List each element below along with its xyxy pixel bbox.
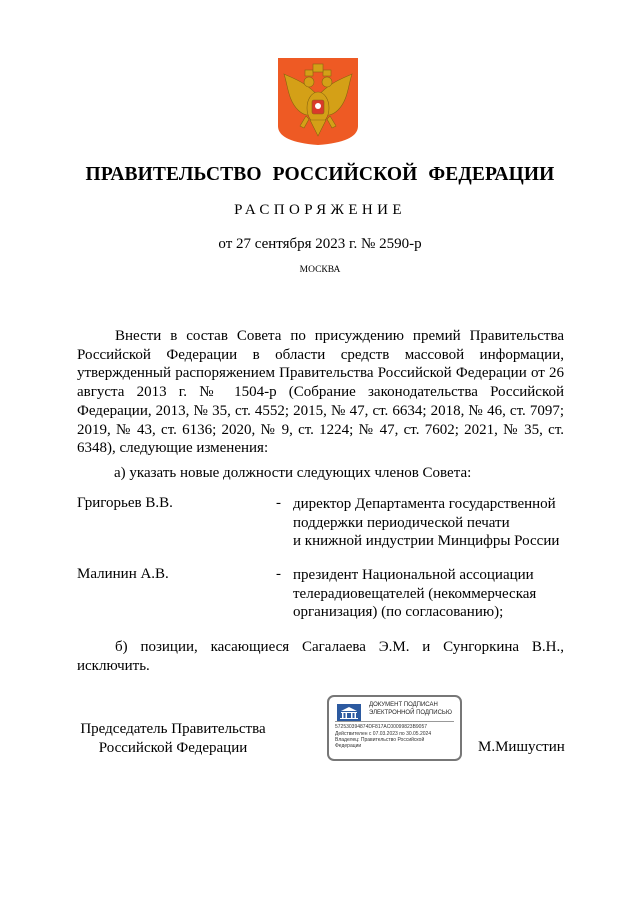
- document-type: РАСПОРЯЖЕНИЕ: [234, 202, 406, 218]
- member-position: [293, 495, 573, 551]
- stamp-certificate-number: 572530394874DF817AC00099823B9057: [335, 724, 428, 730]
- russian-coat-of-arms-emblem: [276, 56, 360, 146]
- member-position-line: поддержки периодической печати: [293, 514, 510, 531]
- member-position-line: директор Департамента государственной: [293, 496, 556, 512]
- chairman-name: М.Мишустин: [478, 739, 565, 755]
- member-position-line: и книжной индустрии Минцифры России: [293, 533, 560, 550]
- member-dash: -: [276, 566, 281, 582]
- stamp-heading: ЭЛЕКТРОННОЙ ПОДПИСЬЮ: [369, 710, 452, 716]
- stamp-owner: Владелец: Правительство Российской: [335, 737, 425, 743]
- document-city: МОСКВА: [299, 265, 341, 275]
- member-name: Малинин А.В.: [77, 566, 169, 582]
- stamp-validity: Действителен с 07.03.2023 по 30.05.2024: [335, 731, 432, 737]
- electronic-signature-stamp: [327, 695, 462, 761]
- chairman-title-line: Председатель Правительства: [80, 721, 266, 737]
- government-building-icon: [337, 704, 361, 721]
- item-a-text: а) указать новые должности следующих членов Совета:: [114, 465, 472, 481]
- member-name: Григорьев В.В.: [77, 495, 173, 511]
- stamp-heading: ДОКУМЕНТ ПОДПИСАН: [369, 702, 438, 708]
- item-b-text: б) позиции, касающиеся Сагалаева Э.М. и Сунгоркина В.Н., исключить.: [77, 639, 564, 674]
- stamp-divider: [335, 721, 454, 722]
- member-position: [293, 566, 573, 622]
- chairman-title-line: Российской Федерации: [98, 739, 248, 756]
- member-position-line: президент Национальной ассоциации: [293, 567, 534, 583]
- member-position-line: телерадиовещателей (некоммерческая: [293, 585, 537, 602]
- government-title: ПРАВИТЕЛЬСТВО РОССИЙСКОЙ ФЕДЕРАЦИИ: [85, 164, 555, 185]
- stamp-owner: Федерации: [335, 743, 362, 749]
- member-dash: -: [276, 495, 281, 511]
- document-date-number: от 27 сентября 2023 г. № 2590-р: [218, 236, 422, 252]
- member-position-line: организация) (по согласованию);: [293, 604, 504, 621]
- chairman-title: [78, 720, 268, 757]
- main-paragraph: Внести в состав Совета по присуждению премий Правительства Российской Федерации в области средств массовой информации, утвержденный распоряжением Правительства Российской Федерации от 26 августа 2013 г. № 1504-р (Собрание законодательства Российской Федерации, 2013, № 35, ст. 4552; 2015, № 47, ст. 6634; 2018, № 46, ст. 7097; 2019, № 43, ст. 6136; 2020, № 9, ст. 1224; № 47, ст. 7602; 2021, № 35, ст. 6348), следующие изменения:: [77, 328, 564, 457]
